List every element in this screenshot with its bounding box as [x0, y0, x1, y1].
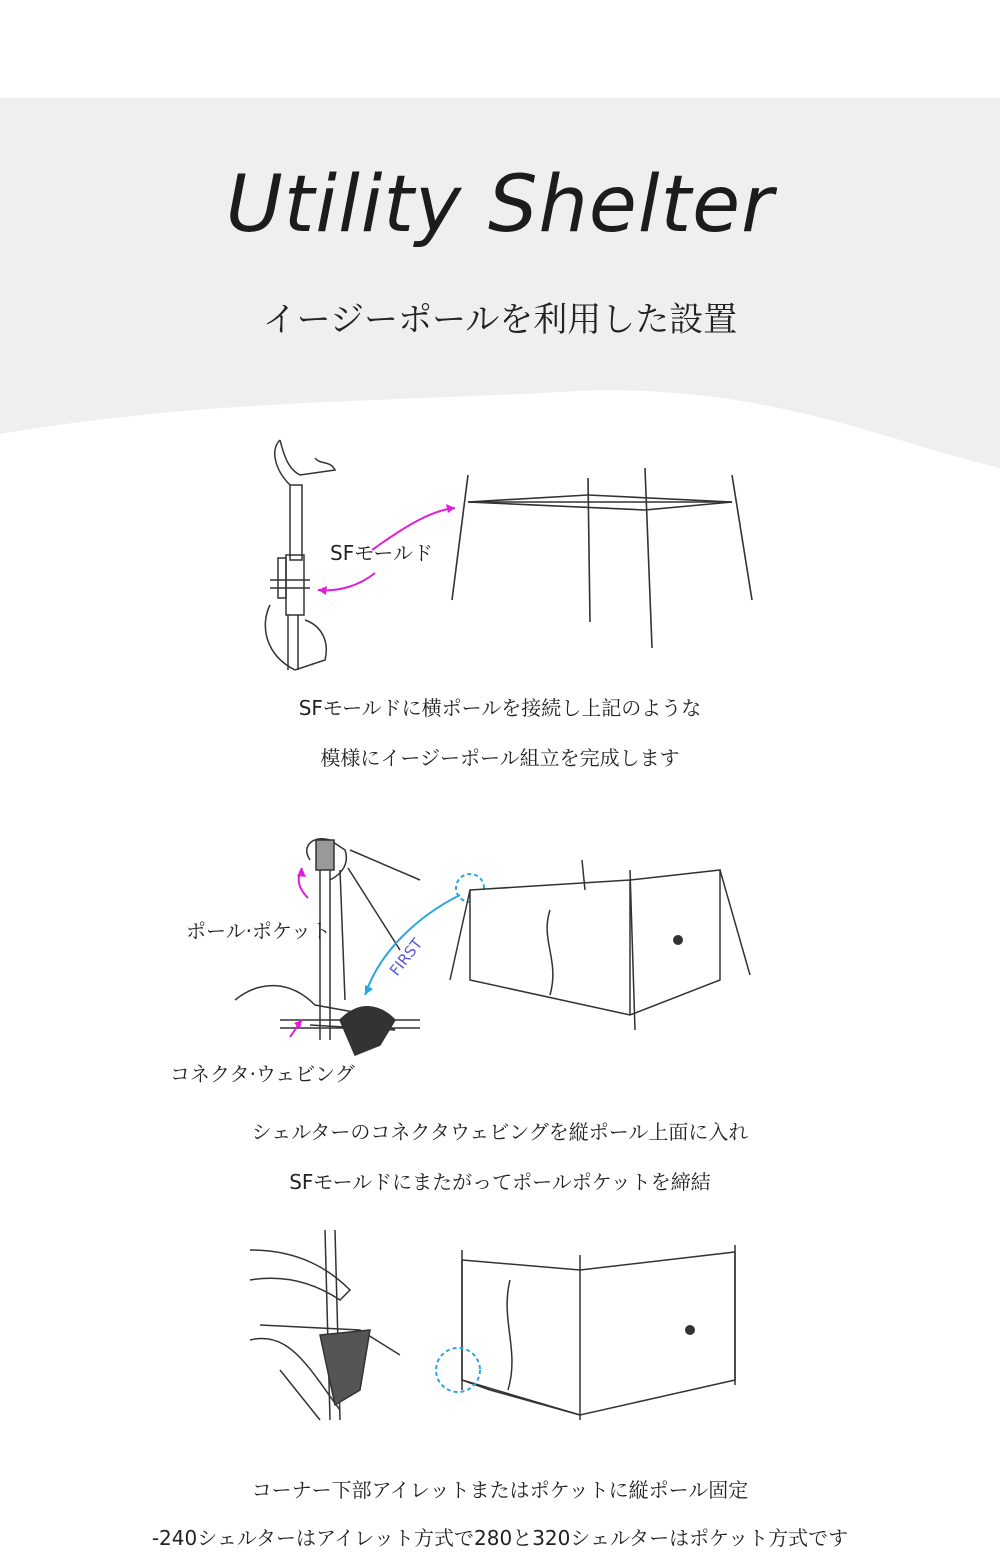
sf-mold-callout: SFモールド [330, 541, 433, 565]
step3-caption-line2: -240シェルターはアイレット方式で280と320シェルターはポケット方式です [151, 1526, 849, 1550]
step1-caption-line2: 模様にイージーポール組立を完成します [320, 746, 680, 770]
hands-with-pole-drawing [265, 440, 335, 670]
page-title: Utility Shelter [225, 160, 775, 250]
step1-illustration [240, 430, 780, 680]
step2-illustration [220, 830, 780, 1090]
page-subtitle: イージーポールを利用した設置 [262, 300, 738, 340]
step2-caption-line2: SFモールドにまたがってポールポケットを締結 [289, 1170, 711, 1194]
step3-caption-line1: コーナー下部アイレットまたはポケットに縦ポール固定 [251, 1478, 749, 1502]
first-arrow-text: FIRST [386, 934, 427, 980]
corner-eyelet-hands-drawing [250, 1230, 400, 1420]
step3-illustration [240, 1230, 780, 1430]
pole-frame-drawing [452, 468, 752, 648]
connector-webbing-callout: コネクタ·ウェビング [170, 1062, 355, 1086]
pole-pocket-callout: ポール·ポケット [186, 919, 331, 943]
step1-caption-line1: SFモールドに横ポールを接続し上記のような [298, 696, 702, 720]
step2-caption-line1: シェルターのコネクタウェビングを縦ポール上面に入れ [251, 1120, 749, 1144]
shelter-drawing [450, 860, 750, 1030]
